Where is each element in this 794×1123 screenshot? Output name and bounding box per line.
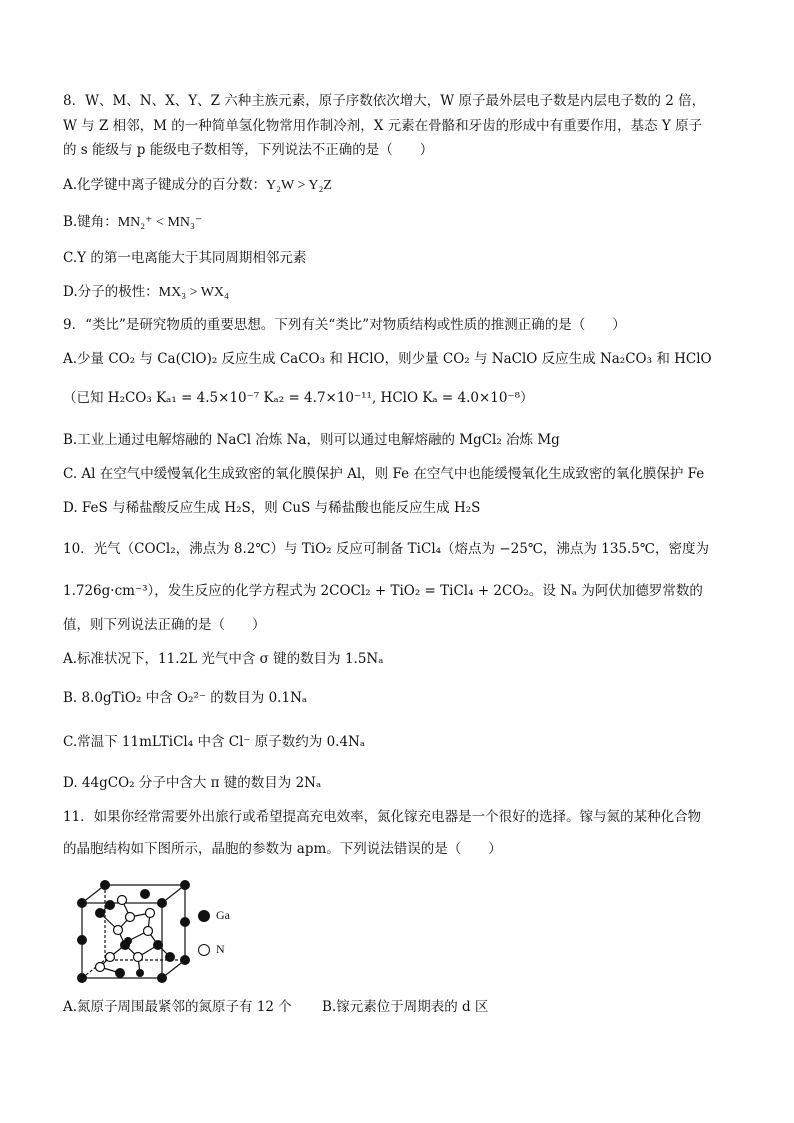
q8-stem-line-1: 8．W、M、N、X、Y、Z 六种主族元素，原子序数依次增大，W 原子最外层电子数是内层电子数的 2 倍， — [63, 93, 706, 109]
q8-option-a-formula: Y₂W > Y₂Z — [266, 178, 332, 193]
q8-option-d-text: D.分子的极性： — [63, 284, 159, 300]
q8-option-b — [63, 213, 202, 232]
q10-option-a: A.标准状况下，11.2L 光气中含 σ 键的数目为 1.5Nₐ — [63, 651, 384, 667]
q8-option-d-formula: MX₃ > WX₄ — [158, 285, 229, 300]
legend-ga-label: Ga — [216, 908, 230, 922]
legend-n — [198, 942, 225, 957]
q8-stem-line-3: 的 s 能级与 p 能级电子数相等，下列说法不正确的是（ ） — [63, 142, 434, 158]
ga-atom-filled-circle-icon — [198, 910, 210, 922]
q9-stem: 9．“类比”是研究物质的重要思想。下列有关“类比”对物质结构或性质的推测正确的是（ ） — [63, 317, 626, 333]
q10-stem-line-3: 值，则下列说法正确的是（ ） — [63, 617, 266, 633]
q9-option-d: D. FeS 与稀盐酸反应生成 H₂S，则 CuS 与稀盐酸也能反应生成 H₂S — [63, 500, 481, 516]
legend-ga — [198, 908, 230, 923]
q10-option-b: B. 8.0gTiO₂ 中含 O₂²⁻ 的数目为 0.1Nₐ — [63, 690, 308, 706]
q10-option-d: D. 44gCO₂ 分子中含大 π 键的数目为 2Nₐ — [63, 775, 322, 791]
q8-option-a — [63, 176, 332, 195]
q8-option-a-text: A.化学键中离子键成分的百分数： — [63, 177, 267, 193]
q11-stem-line-1: 11．如果你经常需要外出旅行或希望提高充电效率，氮化镓充电器是一个很好的选择。镓与氮的某种化合物 — [63, 809, 702, 825]
q9-option-a-note: （已知 H₂CO₃ Kₐ₁ = 4.5×10⁻⁷ Kₐ₂ = 4.7×10⁻¹¹, HClO Kₐ = 4.0×10⁻⁸） — [63, 390, 534, 406]
legend-n-label: N — [216, 942, 225, 956]
q11-stem-line-2: 的晶胞结构如下图所示，晶胞的参数为 apm。下列说法错误的是（ ） — [63, 841, 502, 857]
q9-option-c: C. Al 在空气中缓慢氧化生成致密的氧化膜保护 Al，则 Fe 在空气中也能缓慢氧化生成致密的氧化膜保护 Fe — [63, 466, 705, 482]
q8-option-c: C.Y 的第一电离能大于其同周期相邻元素 — [63, 250, 307, 266]
q8-option-b-text: B.键角： — [63, 214, 118, 230]
q9-option-b: B.工业上通过电解熔融的 NaCl 冶炼 Na，则可以通过电解熔融的 MgCl₂ 冶炼 Mg — [63, 432, 560, 448]
q8-option-b-formula: MN₂⁺ < MN₃⁻ — [117, 215, 203, 230]
q8-option-d — [63, 283, 229, 302]
n-atom-open-circle-icon — [198, 944, 210, 956]
q11-option-a: A.氮原子周围最紧邻的氮原子有 12 个 — [63, 999, 292, 1015]
q9-option-a: A.少量 CO₂ 与 Ca(ClO)₂ 反应生成 CaCO₃ 和 HClO，则少量 CO₂ 与 NaClO 反应生成 Na₂CO₃ 和 HClO — [63, 351, 712, 367]
q10-stem-line-2: 1.726g·cm⁻³），发生反应的化学方程式为 2COCl₂ + TiO₂ = TiCl₄ + 2CO₂。设 Nₐ 为阿伏加德罗常数的 — [63, 583, 703, 599]
q10-option-c: C.常温下 11mLTiCl₄ 中含 Cl⁻ 原子数约为 0.4Nₐ — [63, 734, 366, 750]
gan-unit-cell-diagram — [70, 875, 200, 987]
q11-option-b: B.镓元素位于周期表的 d 区 — [322, 999, 489, 1015]
q8-stem-line-2: W 与 Z 相邻，M 的一种简单氢化物常用作制冷剂，X 元素在骨骼和牙齿的形成中有重要作用，基态 Y 原子 — [63, 118, 703, 134]
q10-stem-line-1: 10．光气（COCl₂，沸点为 8.2℃）与 TiO₂ 反应可制备 TiCl₄（熔点为 −25℃，沸点为 135.5℃，密度为 — [63, 541, 709, 557]
